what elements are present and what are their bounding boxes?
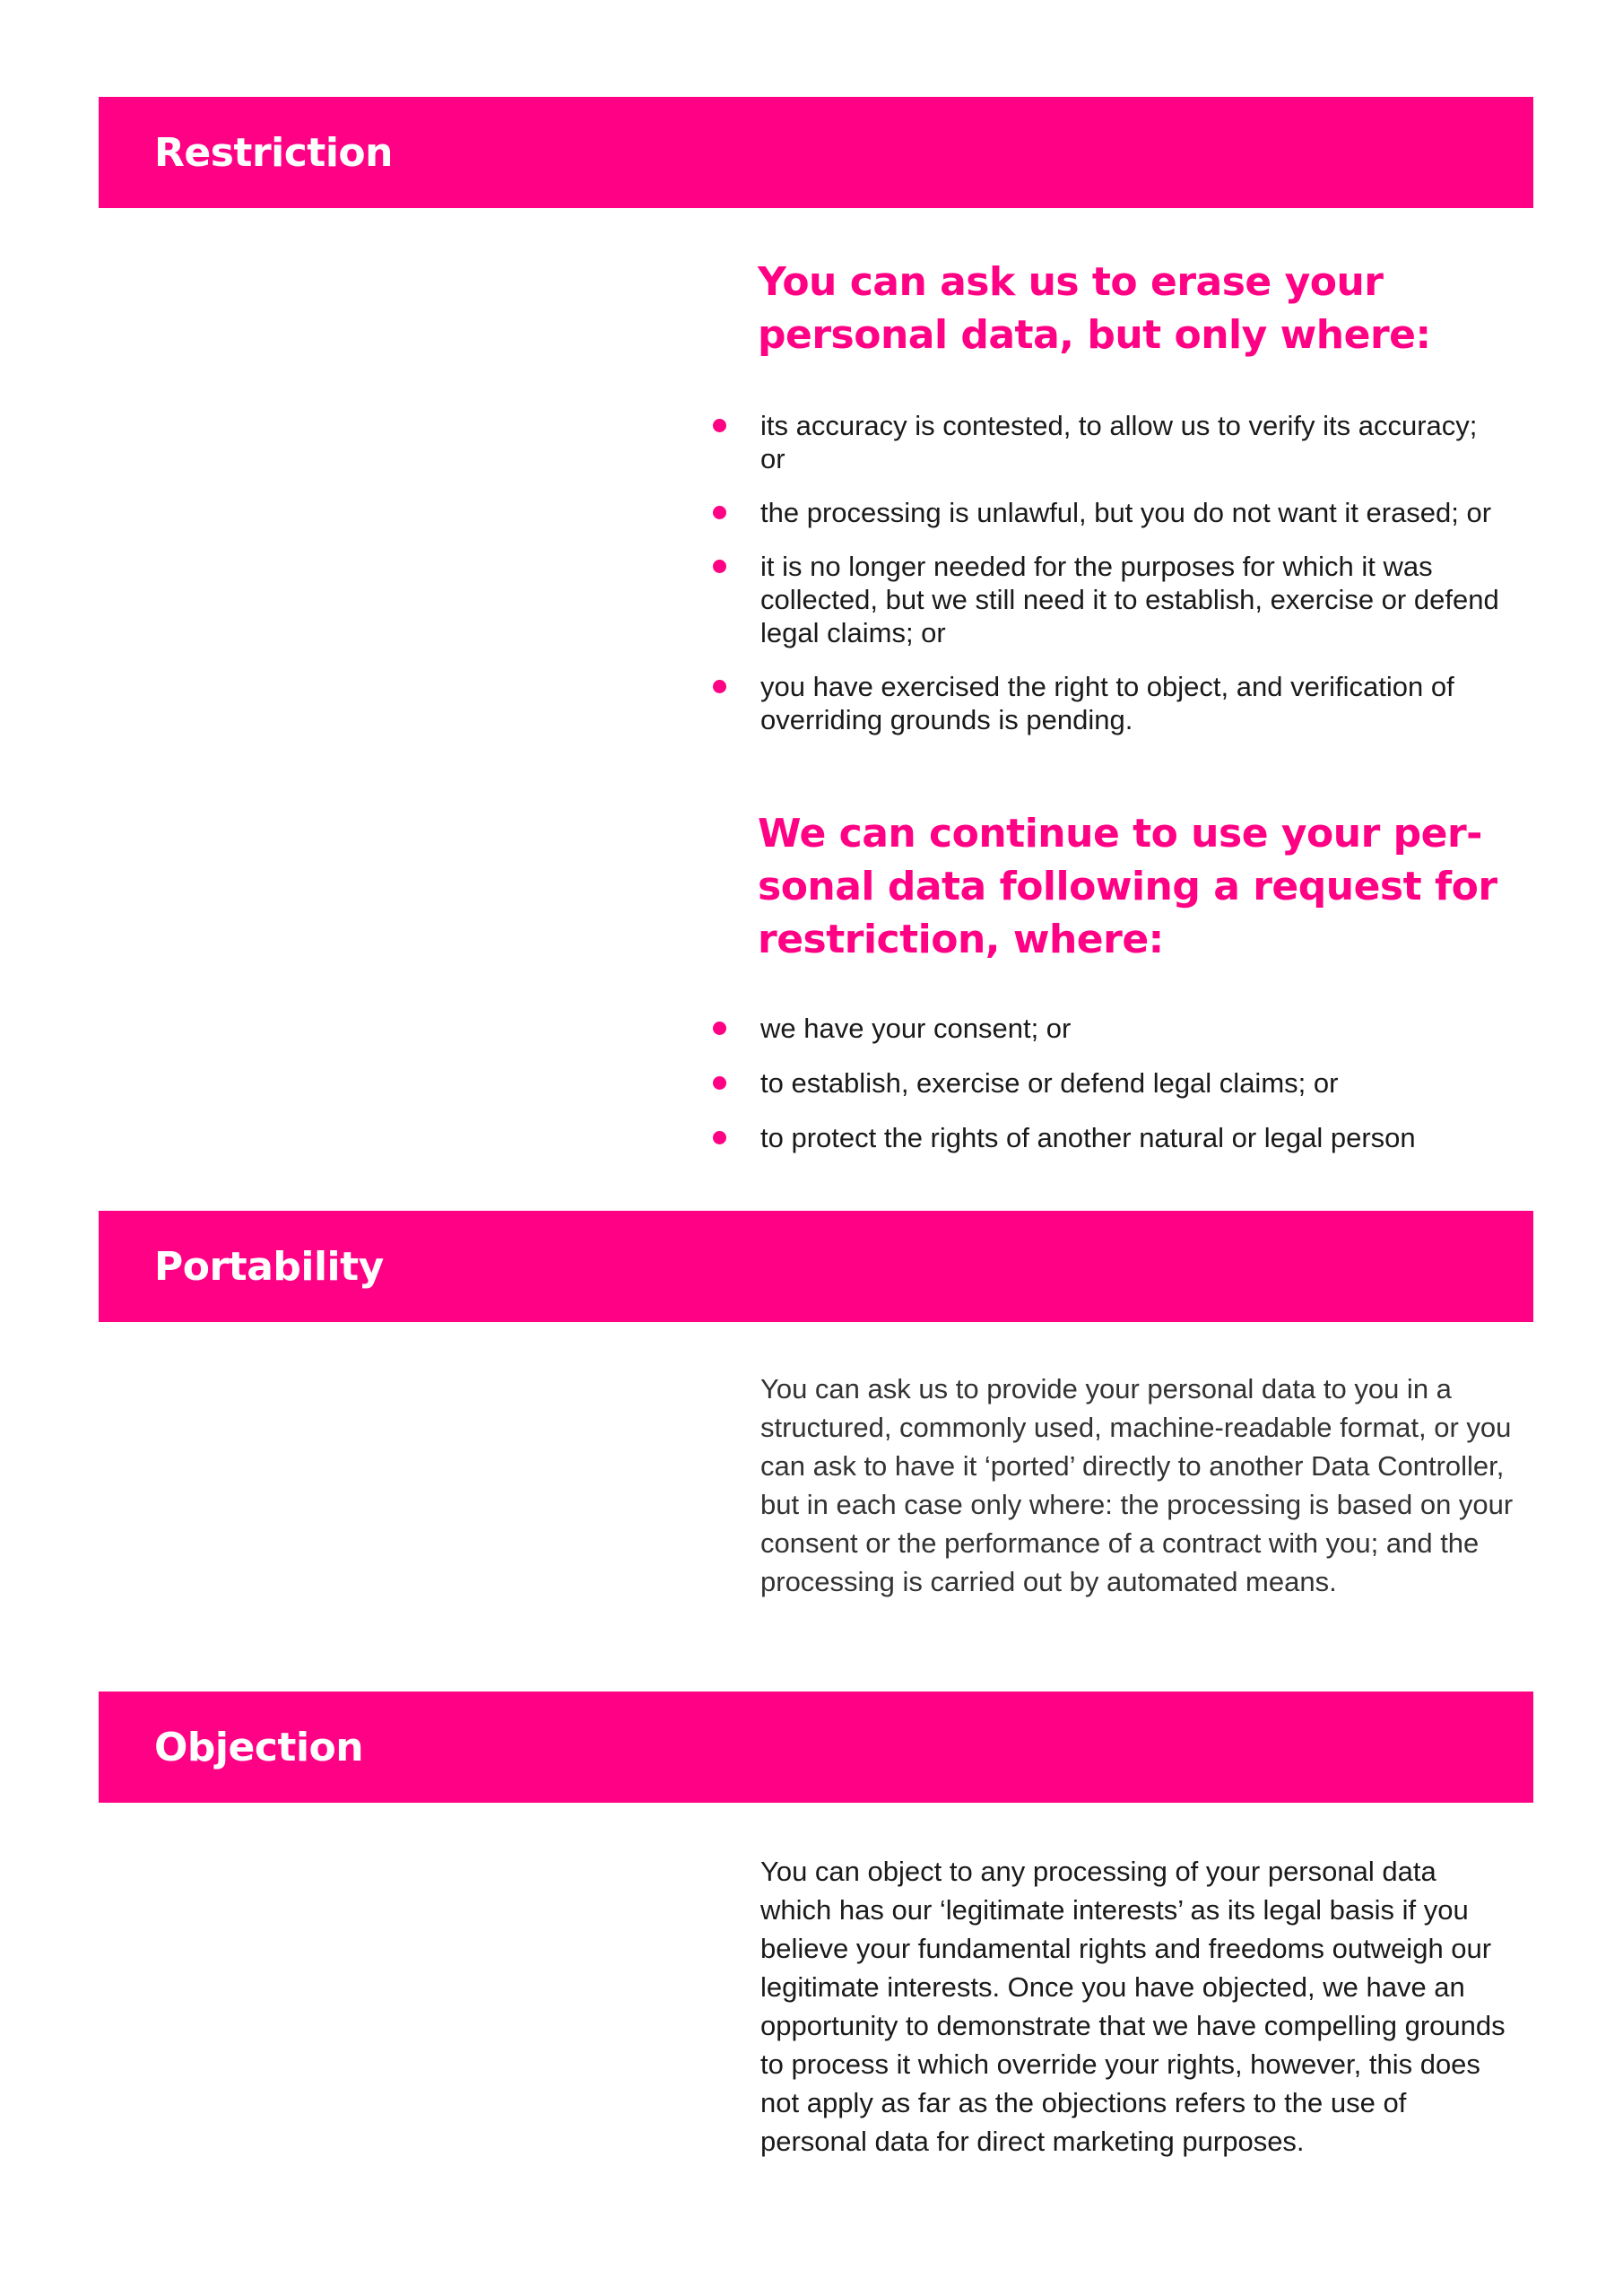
list-item: to protect the rights of another natural or legal person (713, 1121, 1502, 1154)
erase-conditions-heading: You can ask us to erase your personal data, but only where: (758, 259, 1431, 358)
bullet-dot-icon (713, 560, 726, 573)
section-header-restriction (99, 97, 1533, 208)
list-item: the processing is unlawful, but you do not want it erased; or (713, 496, 1502, 529)
list-item: to establish, exercise or defend legal claims; or (713, 1066, 1502, 1100)
list-item: its accuracy is contested, to allow us to verify its accuracy; or (713, 409, 1502, 475)
objection-description: You can object to any processing of your personal data which has our ‘legitimate interests’ as its legal basis if you believe your fundamental rights and freedoms outweigh our legitimate interests. Once you have objected, we have an opportunity to demonstrate that we have compelling grounds to process it which override your rights, however, this does not apply as far as the objections refers to the use of personal data for direct marketing purposes. (760, 1856, 1506, 2157)
section-header-portability (99, 1211, 1533, 1322)
section-title-restriction: Restriction (154, 129, 393, 176)
list-item: it is no longer needed for the purposes for which it was collected, but we still need it to establish, exercise or defend legal claims; or (713, 550, 1502, 649)
erase-conditions-list (713, 409, 1502, 736)
bullet-dot-icon (713, 1076, 726, 1090)
continue-use-heading: We can continue to use your per-sonal data following a request for restriction, where: (758, 811, 1497, 962)
section-title-objection: Objection (154, 1724, 364, 1770)
bullet-dot-icon (713, 419, 726, 432)
section-header-objection (99, 1692, 1533, 1803)
section-title-portability: Portability (154, 1243, 384, 1290)
bullet-dot-icon (713, 1131, 726, 1144)
list-item: you have exercised the right to object, and verification of overriding grounds is pending. (713, 670, 1502, 736)
portability-description: You can ask us to provide your personal data to you in a structured, commonly used, machine-readable format, or you can ask to have it ‘ported’ directly to another Data Controller, but in each case only where: the processing is based on your consent or the performance of a contract with you; and the processing is carried out by automated means. (760, 1373, 1514, 1597)
bullet-dot-icon (713, 680, 726, 693)
continue-use-list (713, 1012, 1502, 1154)
bullet-dot-icon (713, 1022, 726, 1035)
list-item: we have your consent; or (713, 1012, 1502, 1045)
bullet-dot-icon (713, 506, 726, 519)
